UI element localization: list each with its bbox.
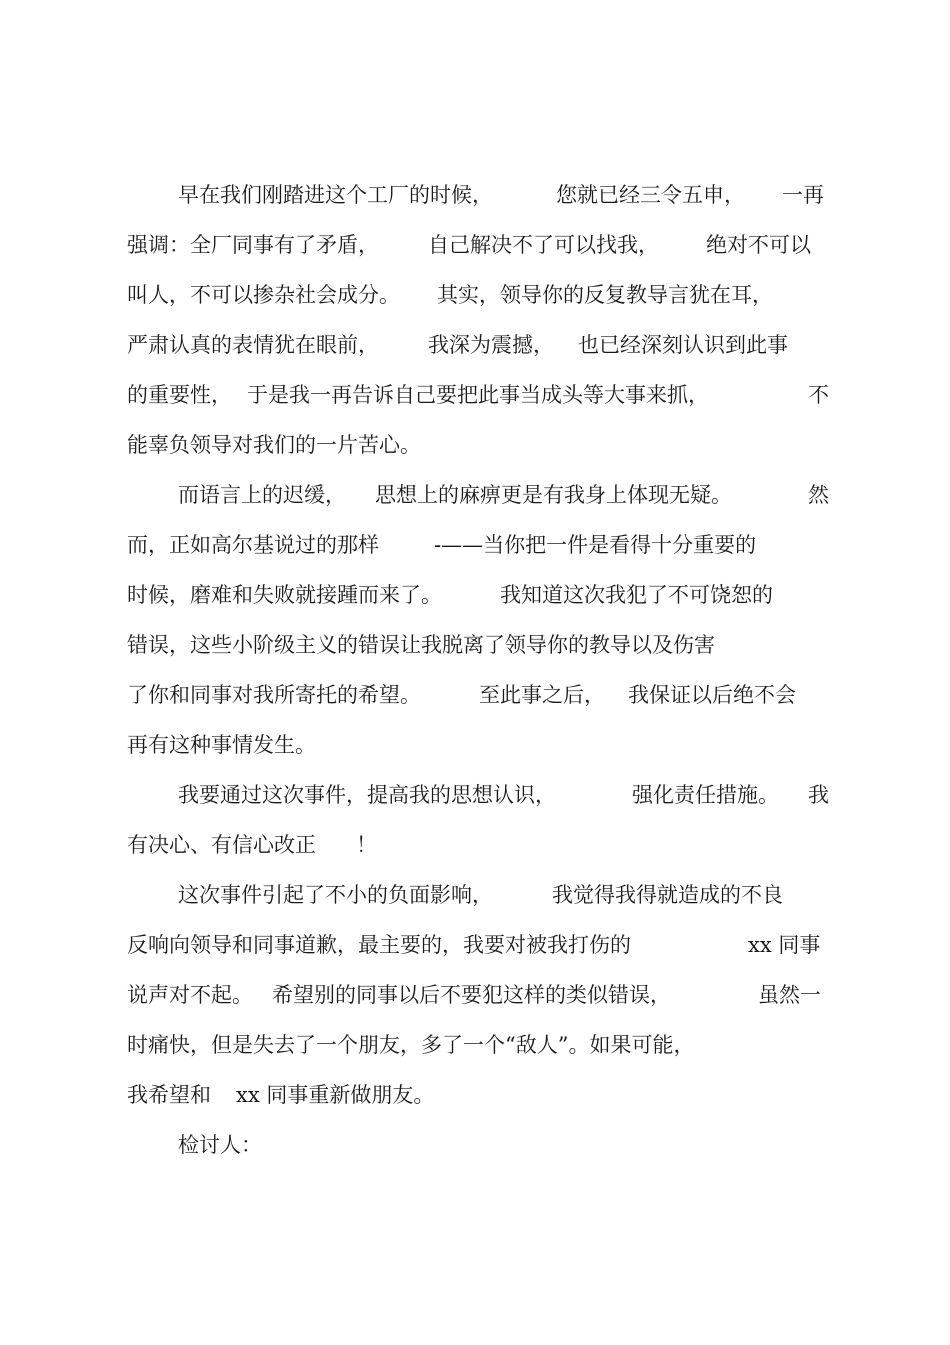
text-segment: 绝对不可以 (706, 233, 811, 257)
text-segment: 然 (808, 483, 829, 507)
text-segment: 自己解决不了可以找我， (428, 233, 659, 257)
text-segment: 我保证以后绝不会 (628, 683, 796, 707)
text-segment: 检讨人： (178, 1133, 262, 1157)
text-line (0, 1030, 950, 1080)
text-segment: xx 同事重新做朋友。 (236, 1083, 435, 1107)
text-segment: 其实，领导你的反复教导言犹在耳， (437, 283, 773, 307)
text-segment: 而，正如高尔基说过的那样 (127, 533, 379, 557)
text-line (0, 380, 950, 430)
text-segment: 于是我一再告诉自己要把此事当成头等大事来抓， (247, 383, 709, 407)
text-segment: 叫人，不可以掺杂社会成分。 (127, 283, 400, 307)
text-segment: 思想上的麻痹更是有我身上体现无疑。 (375, 483, 732, 507)
text-line (0, 1130, 950, 1180)
text-line (0, 830, 950, 880)
text-segment: -——当你把一件是看得十分重要的 (434, 533, 757, 557)
text-segment: 早在我们刚踏进这个工厂的时候， (178, 183, 493, 207)
text-line (0, 280, 950, 330)
text-line (0, 430, 950, 480)
text-line (0, 580, 950, 630)
text-segment: ！ (356, 833, 377, 857)
text-line (0, 330, 950, 380)
text-segment: 而语言上的迟缓， (178, 483, 346, 507)
text-segment: 您就已经三令五申， (556, 183, 745, 207)
text-segment: 有决心、有信心改正 (127, 833, 316, 857)
text-line (0, 880, 950, 930)
text-line (0, 180, 950, 230)
text-segment: 的重要性， (127, 383, 232, 407)
text-segment: 能辜负领导对我们的一片苦心。 (127, 433, 421, 457)
text-line (0, 980, 950, 1030)
text-segment: 这次事件引起了不小的负面影响， (178, 883, 493, 907)
text-segment: 虽然一 (758, 983, 821, 1007)
text-segment: 时候，磨难和失败就接踵而来了。 (127, 583, 442, 607)
text-segment: 不 (808, 383, 829, 407)
text-line (0, 680, 950, 730)
text-segment: xx 同事 (748, 933, 821, 957)
text-segment: 我要通过这次事件，提高我的思想认识， (178, 783, 556, 807)
text-segment: 再有这种事情发生。 (127, 733, 316, 757)
text-segment: 我觉得我得就造成的不良 (552, 883, 783, 907)
text-line (0, 480, 950, 530)
text-segment: 了你和同事对我所寄托的希望。 (127, 683, 421, 707)
text-segment: 至此事之后， (479, 683, 605, 707)
text-segment: 一再 (782, 183, 824, 207)
text-segment: 强化责任措施。 (632, 783, 779, 807)
text-line (0, 630, 950, 680)
text-segment: 错误，这些小阶级主义的错误让我脱离了领导你的教导以及伤害 (127, 633, 715, 657)
text-segment: 我知道这次我犯了不可饶恕的 (500, 583, 773, 607)
text-segment: 我希望和 (127, 1083, 211, 1107)
text-segment: 说声对不起。 (127, 983, 253, 1007)
text-segment: 严肃认真的表情犹在眼前， (127, 333, 379, 357)
text-segment: 反响向领导和同事道歉，最主要的，我要对被我打伤的 (127, 933, 631, 957)
text-segment: 希望别的同事以后不要犯这样的类似错误， (272, 983, 671, 1007)
text-line (0, 1080, 950, 1130)
text-segment: 我深为震撼， (428, 333, 554, 357)
text-line (0, 730, 950, 780)
text-segment: 时痛快，但是失去了一个朋友，多了一个“敌人”。如果可能， (127, 1033, 695, 1057)
text-line (0, 780, 950, 830)
text-segment: 强调：全厂同事有了矛盾， (127, 233, 379, 257)
text-segment: 我 (808, 783, 829, 807)
text-line (0, 530, 950, 580)
text-segment: 也已经深刻认识到此事 (578, 333, 788, 357)
text-line (0, 230, 950, 280)
text-line (0, 930, 950, 980)
